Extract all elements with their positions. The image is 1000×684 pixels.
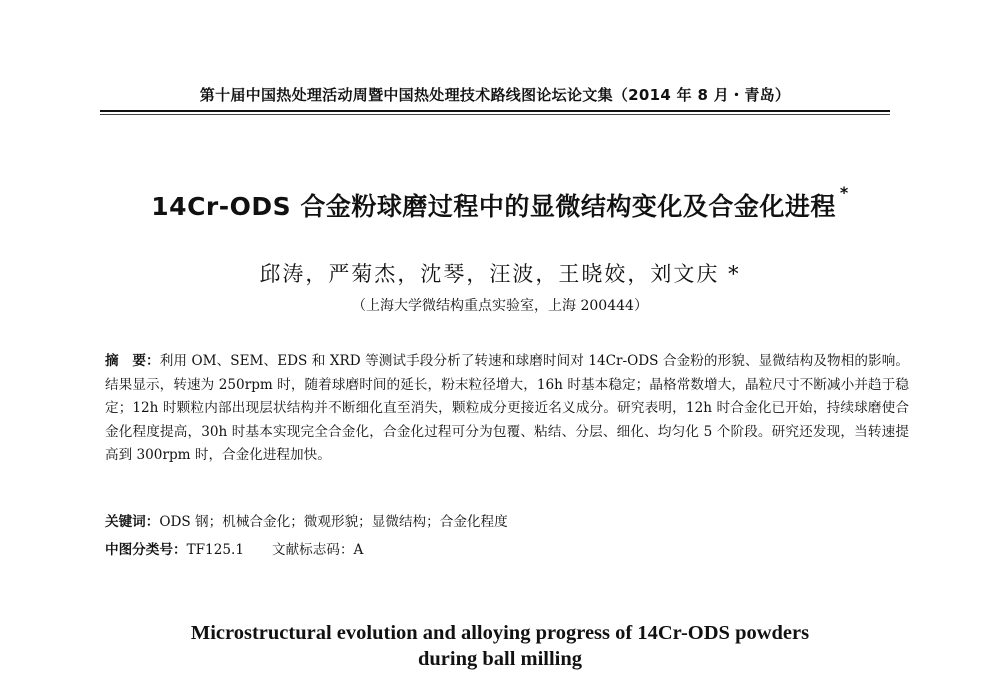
abstract [105,350,909,468]
affiliation: （上海大学微结构重点实验室，上海 200444） [352,298,648,314]
title-en-line-1: Microstructural evolution and alloying progress of 14Cr-ODS powders [190,622,810,644]
header-rule-thick [100,110,890,112]
keywords [105,512,909,532]
author-list: 邱涛，严菊杰，沈琴，汪波，王晓姣，刘文庆 * [259,262,741,286]
doc-code-label: 文献标志码： [271,542,354,558]
paper-title-chinese [60,183,940,223]
paper-title-english [80,620,920,672]
clc-label: 中图分类号： [105,542,187,558]
paper-title-text: 14Cr-ODS 合金粉球磨过程中的显微结构变化及合金化进程 [151,192,836,221]
abstract-text: 利用 OM、SEM、EDS 和 XRD 等测试手段分析了转速和球磨时间对 14Cr-ODS 合金粉的形貌、显微结构及物相的影响。结果显示，转速为 250rpm 时，随着球磨时间的延长，粉末粒径增大，16h 时基本稳定；晶格常数增大，晶粒尺寸不断减小并趋于稳定；12h 时颗粒内部出现层状结构并不断细化直至消失，颗粒成分更接近名义成分。研究表明，12h 时合金化已开始，持续球磨使合金化程度提高，30h 时基本实现完全合金化，合金化过程可分为包覆、粘结、分层、细化、均匀化 5 个阶段。研究还发现，当转速提高到 300rpm 时，合金化进程加快。 [105,353,910,464]
title-en-line-2: during ball milling [417,648,583,670]
running-header: 第十届中国热处理活动周暨中国热处理技术路线图论坛论文集（2014 年 8 月・青岛） [199,86,791,104]
clc-value: TF125.1 [186,542,244,558]
header-rule-thin [100,114,890,115]
keywords-text: ODS 钢；机械合金化；微观形貌；显微结构；合金化程度 [159,514,508,530]
keywords-label: 关键词： [105,514,160,530]
abstract-label: 摘 要： [105,353,160,369]
classification-line [105,540,909,560]
doc-code-value: A [353,542,364,558]
title-footnote-mark: * [839,183,849,202]
